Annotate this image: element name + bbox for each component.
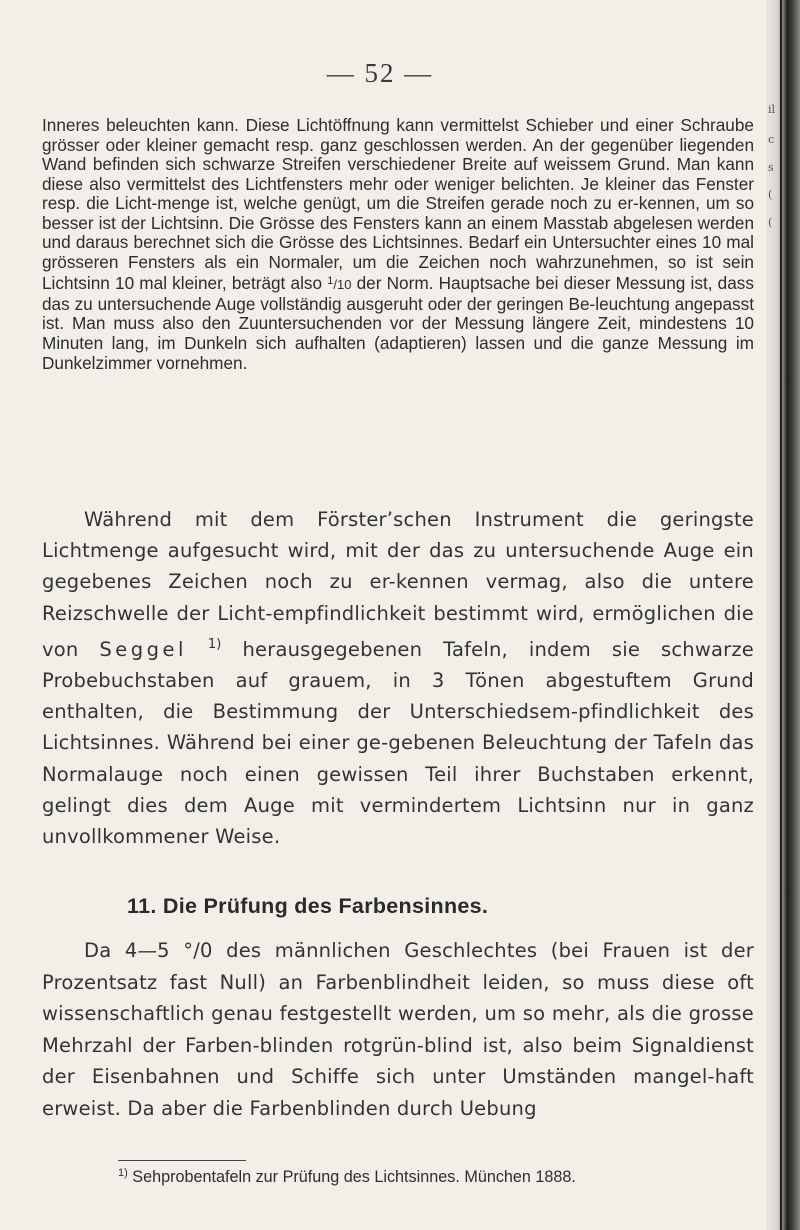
section-paragraph: Da 4—5 °/0 des männlichen Geschlechtes (bei Frauen ist der Prozentsatz fast Null) an Farbenblindheit leiden, so muss diese oft wissenschaftlich genau festgestellt werden, um so mehr, als die grosse Mehrzahl der Farben-blinden rotgrün-blind ist, also beim Signaldienst der Eisenbahnen und Schiffe sich unter Umständen mangel-haft erweist. Da aber die Farbenblinden durch Uebung xyxy=(42,939,754,1120)
adjacent-page-mark: il xyxy=(768,103,776,116)
fraction-numerator: 1 xyxy=(327,275,334,288)
footnote-mark: 1) xyxy=(118,1167,128,1179)
intro-paragraph-block xyxy=(42,116,754,373)
footnote-text: Sehprobentafeln zur Prüfung des Lichtsinnes. München 1888. xyxy=(127,1168,576,1186)
forster-paragraph-block xyxy=(42,504,754,852)
forster-paragraph xyxy=(42,504,754,852)
author-name-seggel: Seggel xyxy=(99,637,187,661)
binding-line xyxy=(780,0,782,1230)
intro-text-part2: der Norm. Hauptsache bei dieser Messung ist, dass das zu untersuchende Auge vollständig ausgeruht oder der geringen Be-leuchtung angepasst ist. Man muss also den Zuuntersuchenden vor der Messung längere Zeit, mindestens 10 Minuten lang, im Dunkeln sich aufhalten (adaptieren) lassen und die ganze Messung im Dunkelzimmer vornehmen. xyxy=(42,273,754,373)
footnote-divider xyxy=(118,1160,246,1161)
footnote xyxy=(118,1163,758,1187)
forster-text-part2: herausgegebenen Tafeln, indem sie schwarze Probebuchstaben auf grauem, in 3 Tönen abgestuftem Grund enthalten, die Bestimmung der Unterschiedsem-pfindlichkeit des Lichtsinnes. Während bei einer ge-gebenen Beleuchtung der Tafeln das Normalauge noch einen gewissen Teil ihrer Buchstaben erkennt, gelingt dies dem Auge mit vermindertem Lichtsinn nur in ganz unvollkommener Weise. xyxy=(42,637,754,849)
footnote-reference: 1) xyxy=(207,636,222,652)
adjacent-page-mark: ( xyxy=(768,188,773,201)
fraction-one-tenth xyxy=(327,277,351,292)
adjacent-page-edge xyxy=(766,0,800,1230)
adjacent-page-mark: ( xyxy=(768,216,773,229)
forster-text-part1: Während mit dem Förster’schen Instrument die geringste Lichtmenge aufgesucht wird, mit der das zu untersuchende Auge ein gegebenes Zeichen noch zu er-kennen vermag, also die untere Reizschwelle der Licht-empfindlichkeit bestimmt wird, ermöglichen die von xyxy=(42,508,754,661)
fraction-denominator: /10 xyxy=(333,277,352,293)
intro-paragraph xyxy=(42,116,754,373)
section-heading: 11. Die Prüfung des Farbensinnes. xyxy=(127,894,489,918)
adjacent-page-mark: s xyxy=(768,161,774,174)
intro-text-part1: Inneres beleuchten kann. Diese Lichtöffnung kann vermittelst Schieber und einer Schraube grösser oder kleiner gemacht resp. ganz geschlossen werden. An der gegenüber liegenden Wand befinden sich schwarze Streifen verschiedener Breite auf weissem Grund. Man kann diese also vermittelst des Lichtfensters mehr oder weniger belichten. Je kleiner das Fenster resp. die Licht-menge ist, welche genügt, um die Streifen gerade noch zu er-kennen, um so besser ist der Lichtsinn. Die Grösse des Fensters kann an einem Masstab abgelesen werden und daraus berechnet sich die Grösse des Lichtsinnes. Bedarf ein Untersuchter eines 10 mal grösseren Fensters als ein Normaler, um die Zeichen noch wahrzunehmen, so ist sein Lichtsinn 10 mal kleiner, beträgt also xyxy=(42,115,754,294)
adjacent-page-mark: c xyxy=(768,133,775,146)
section-paragraph-block xyxy=(42,935,754,1124)
page-number: — 52 — xyxy=(326,58,434,88)
